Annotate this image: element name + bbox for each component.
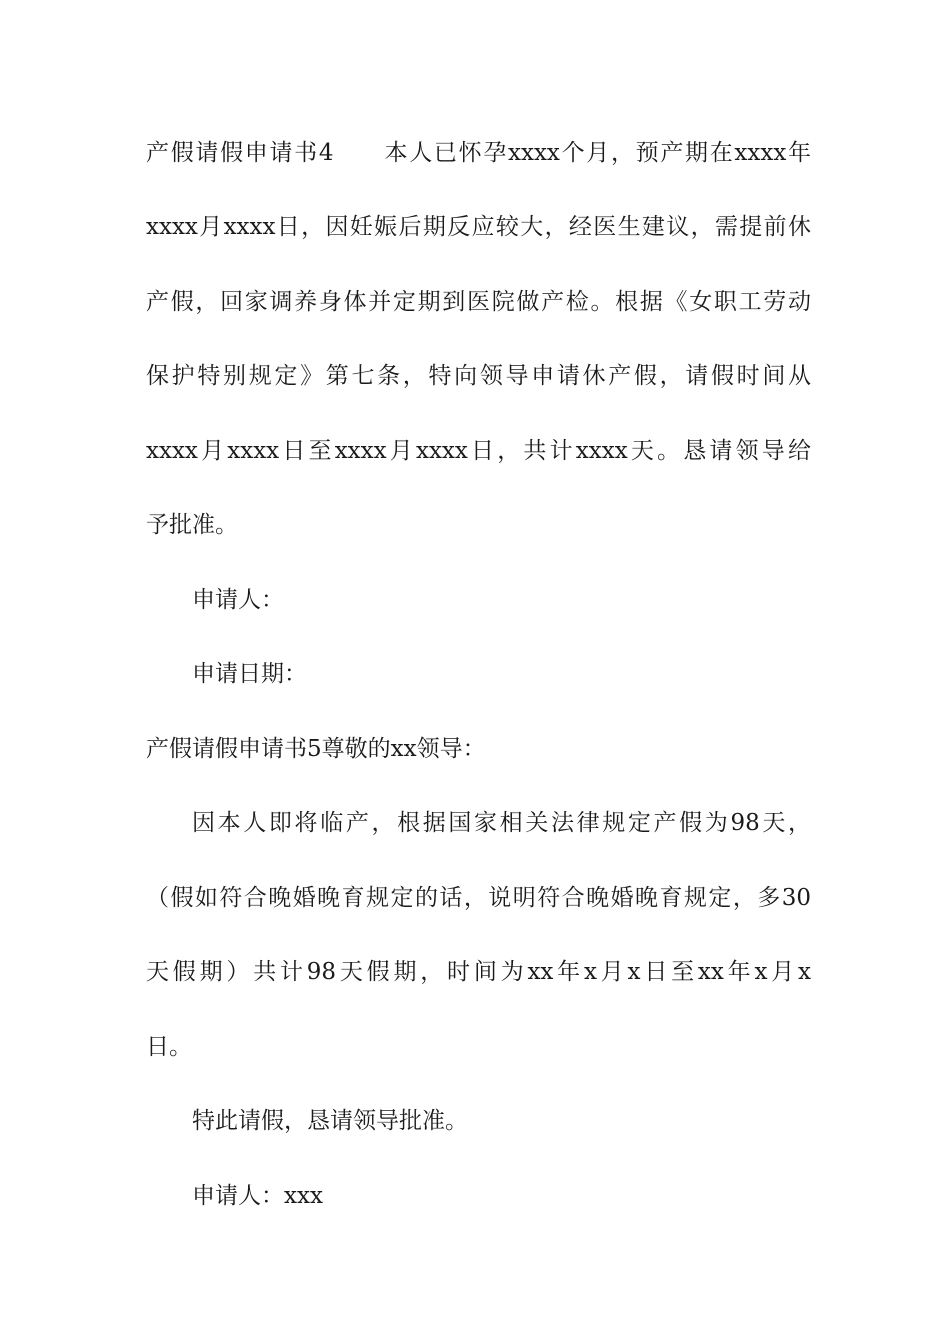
text-line-1: 产假请假申请书4 本人已怀孕xxxx个月，预产期在xxxx年: [146, 140, 811, 166]
applicant-signature: 申请人：xxx: [192, 1183, 323, 1209]
text-line-10: 因本人即将临产，根据国家相关法律规定产假为98天，: [192, 810, 811, 836]
closing-line: 特此请假，恳请领导批准。: [192, 1108, 468, 1134]
text-line-12: 天假期）共计98天假期，时间为xx年x月x日至xx年x月x: [146, 959, 811, 985]
section-heading-5: 产假请假申请书5尊敬的xx领导：: [146, 736, 486, 762]
application-date-label: 申请日期：: [192, 661, 307, 687]
text-line-5: xxxx月xxxx日至xxxx月xxxx日，共计xxxx天。恳请领导给: [146, 438, 811, 464]
text-line-3: 产假，回家调养身体并定期到医院做产检。根据《女职工劳动: [146, 289, 811, 315]
text-line-4: 保护特别规定》第七条，特向领导申请休产假，请假时间从: [146, 363, 811, 389]
text-line-13: 日。: [146, 1034, 192, 1060]
applicant-label: 申请人：: [192, 587, 284, 613]
text-line-2: xxxx月xxxx日，因妊娠后期反应较大，经医生建议，需提前休: [146, 214, 811, 240]
text-line-6: 予批准。: [146, 512, 238, 538]
text-line-11: （假如符合晚婚晚育规定的话，说明符合晚婚晚育规定，多30: [146, 885, 811, 911]
